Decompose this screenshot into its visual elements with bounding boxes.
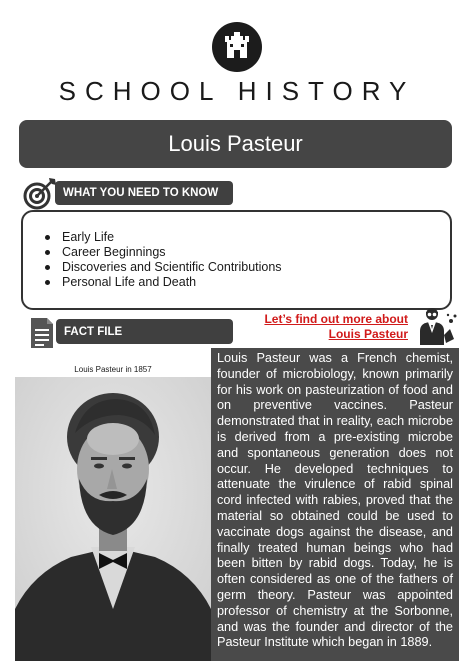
- topic-list: [23, 212, 450, 290]
- castle-icon: [212, 22, 262, 72]
- portrait-image: [15, 377, 211, 661]
- photo-caption: Louis Pasteur in 1857: [74, 365, 152, 374]
- scientist-icon: [414, 305, 458, 349]
- page-title: Louis Pasteur: [19, 120, 452, 168]
- list-item: Career Beginnings: [23, 245, 450, 260]
- brand-title: SCHOOL HISTORY: [58, 76, 416, 106]
- fact-paragraph: Louis Pasteur was a French chemist, founder of microbiology, known primarily for his work on pasteurization of food and on preventive vaccines. Pasteur demonstrated that in reality, each microbe is derived from a pre-existing microbe and spontaneous generation does not occur. He developed techniques to attenuate the virulence of rabid spinal cord infected with rabies, proved that the material so obtained could be used to vaccinate dogs against the disease, and finally treated human beings who had been bitten by rabid dogs. Today, he is often considered as one of the fathers of germ theory. Pasteur was appointed professor of chemistry at the Sorbonne, and was the founder and director of the Pasteur Institute which began in 1889.: [217, 351, 453, 650]
- list-item: Discoveries and Scientific Contributions: [23, 260, 450, 275]
- document-icon: [28, 316, 56, 350]
- section-label-what-you-need-to-know: WHAT YOU NEED TO KNOW: [55, 181, 233, 205]
- section-label-fact-file: FACT FILE: [56, 319, 233, 344]
- topics-box: [21, 210, 452, 310]
- target-icon: [22, 176, 58, 212]
- castle-logo: [212, 22, 262, 72]
- find-out-more-link[interactable]: [240, 312, 408, 342]
- fact-text-panel: [211, 348, 459, 661]
- list-item: Early Life: [23, 230, 450, 245]
- find-more-line-2: Louis Pasteur: [328, 327, 408, 341]
- list-item: Personal Life and Death: [23, 275, 450, 290]
- portrait-panel: [15, 355, 211, 661]
- find-more-line-1: Let’s find out more about: [264, 312, 408, 326]
